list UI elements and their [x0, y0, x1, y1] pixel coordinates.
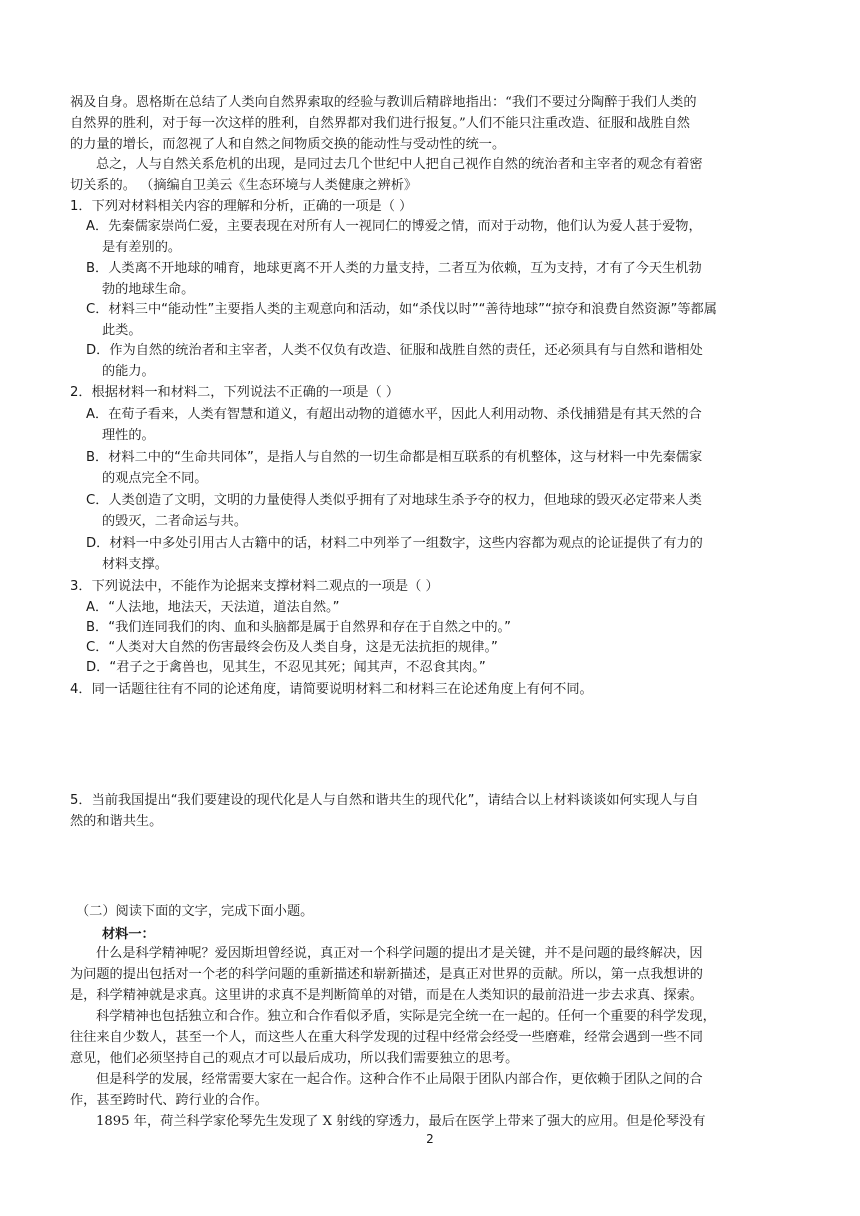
page-number: 2 — [426, 1132, 434, 1146]
option-text-cont: 的毁灭，二者命运与共。 — [102, 513, 248, 529]
material-para-line: 意见，他们必须坚持自己的观点才可以最后成功，所以我们需要独立的思考。 — [70, 1051, 519, 1066]
question-2-option-a[interactable] — [86, 405, 802, 446]
material-para-line: 1895 年，荷兰科学家伦琴先生发现了 X 射线的穿透力，最后在医学上带来了强大的应用。但是伦琴没有 — [96, 1114, 706, 1129]
option-text: A．在荀子看来，人类有智慧和道义，有超出动物的道德水平，因此人利用动物、杀伐捕猎是有其天然的合 — [86, 407, 702, 422]
option-text: C．材料三中“能动性”主要指人类的主观意向和活动，如“杀伐以时”“善待地球”“掠夺和浪费自然资源”等都属 — [86, 302, 717, 317]
question-2-option-d[interactable] — [86, 534, 802, 575]
question-2-option-c[interactable] — [86, 491, 802, 532]
option-text: A．“人法地，地法天，天法道，道法自然。” — [86, 600, 340, 615]
conclusion-line: 总之，人与自然关系危机的出现，是同过去几个世纪中人把自己视作自然的统治者和主宰者的观念有着密 — [96, 157, 703, 172]
option-text: D．材料一中多处引用古人古籍中的话，材料二中列举了一组数字，这些内容都为观点的论证提供了有力的 — [86, 536, 703, 551]
material-para-line: 什么是科学精神呢？爱因斯坦曾经说，真正对一个科学问题的提出才是关键，并不是问题的最终解决，因 — [96, 946, 703, 961]
option-text: B．人类离不开地球的哺育，地球更离不开人类的力量支持，二者互为依赖，互为支持，才有了今天生机勃 — [86, 261, 702, 276]
question-5-stem-cont: 然的和谐共生。 — [70, 814, 163, 829]
option-text: D．“君子之于禽兽也，见其生，不忍见其死；闻其声，不忍食其肉。” — [86, 660, 486, 675]
option-text: A．先秦儒家崇尚仁爱，主要表现在对所有人一视同仁的博爱之情，而对于动物，他们认为爱人甚于爱物， — [86, 219, 702, 234]
option-text-cont: 理性的。 — [102, 427, 155, 443]
option-text-cont: 材料支撑。 — [102, 556, 168, 572]
option-text: B．材料二中的“生命共同体”，是指人与自然的一切生命都是相互联系的有机整体，这与材料一中先秦儒家 — [86, 450, 703, 465]
question-1-option-d[interactable] — [86, 341, 802, 382]
option-text-cont: 此类。 — [102, 322, 142, 338]
question-3-option-d[interactable] — [86, 658, 802, 679]
option-text: D．作为自然的统治者和主宰者，人类不仅负有改造、征服和战胜自然的责任，还必须具有与自然和谐相处 — [86, 343, 703, 358]
question-2-option-b[interactable] — [86, 448, 802, 489]
question-2-stem: 2．根据材料一和材料二，下列说法不正确的一项是（ ） — [70, 385, 400, 400]
question-3-option-b[interactable] — [86, 618, 802, 639]
material-one-label: 材料一： — [102, 927, 155, 942]
question-5-stem: 5．当前我国提出“我们要建设的现代化是人与自然和谐共生的现代化”，请结合以上材料谈谈如何实现人与自 — [70, 793, 699, 808]
material-para-line: 作，甚至跨时代、跨行业的合作。 — [70, 1093, 268, 1108]
option-text-cont: 是有差别的。 — [102, 239, 182, 255]
question-1-option-a[interactable] — [86, 217, 802, 258]
option-text-cont: 勃的地球生命。 — [102, 281, 195, 297]
material-para-line: 是，科学精神就是求真。这里讲的求真不是判断简单的对错，而是在人类知识的最前沿进一步去求真、探索。 — [70, 988, 703, 1003]
question-4-stem: 4．同一话题往往有不同的论述角度，请简要说明材料二和材料三在论述角度上有何不同。 — [70, 682, 593, 697]
material-para-line: 往往来自少数人，甚至一个人，而这些人在重大科学发现的过程中经常会经受一些磨难，经常会遇到一些不同 — [70, 1030, 703, 1045]
passage-line: 的力量的增长，而忽视了人和自然之间物质交换的能动性与受动性的统一。 — [70, 137, 506, 152]
question-1-stem: 1．下列对材料相关内容的理解和分析，正确的一项是（ ） — [70, 199, 413, 214]
question-3-stem: 3．下列说法中，不能作为论据来支撑材料二观点的一项是（ ） — [70, 579, 439, 594]
question-1-option-c[interactable] — [86, 300, 802, 341]
option-text-cont: 的能力。 — [102, 363, 155, 379]
passage-line: 祸及自身。恩格斯在总结了人类向自然界索取的经验与教训后精辟地指出：“我们不要过分陶醉于我们人类的 — [70, 95, 697, 110]
conclusion-line: 切关系的。 （摘编自卫美云《生态环境与人类健康之辨析》 — [70, 178, 418, 193]
option-text: B．“我们连同我们的肉、血和头脑都是属于自然界和存在于自然之中的。” — [86, 620, 511, 635]
question-3-option-a[interactable] — [86, 598, 802, 619]
material-para-line: 科学精神也包括独立和合作。独立和合作看似矛盾，实际是完全统一在一起的。任何一个重要的科学发现， — [96, 1009, 716, 1024]
question-1-option-b[interactable] — [86, 259, 802, 300]
passage-line: 自然界的胜利，对于每一次这样的胜利，自然界都对我们进行报复。”人们不能只注重改造、征服和战胜自然 — [70, 116, 690, 131]
option-text: C．“人类对大自然的伤害最终会伤及人类自身，这是无法抗拒的规律。” — [86, 640, 498, 655]
material-para-line: 为问题的提出包括对一个老的科学问题的重新描述和崭新描述，是真正对世界的贡献。所以，第一点我想讲的 — [70, 967, 703, 982]
option-text: C．人类创造了文明，文明的力量使得人类似乎拥有了对地球生杀予夺的权力，但地球的毁灭必定带来人类 — [86, 493, 702, 508]
section-two-heading: （二）阅读下面的文字，完成下面小题。 — [76, 904, 314, 919]
question-3-option-c[interactable] — [86, 638, 802, 659]
option-text-cont: 的观点完全不同。 — [102, 470, 208, 486]
material-para-line: 但是科学的发展，经常需要大家在一起合作。这种合作不止局限于团队内部合作，更依赖于团队之间的合 — [96, 1072, 703, 1087]
